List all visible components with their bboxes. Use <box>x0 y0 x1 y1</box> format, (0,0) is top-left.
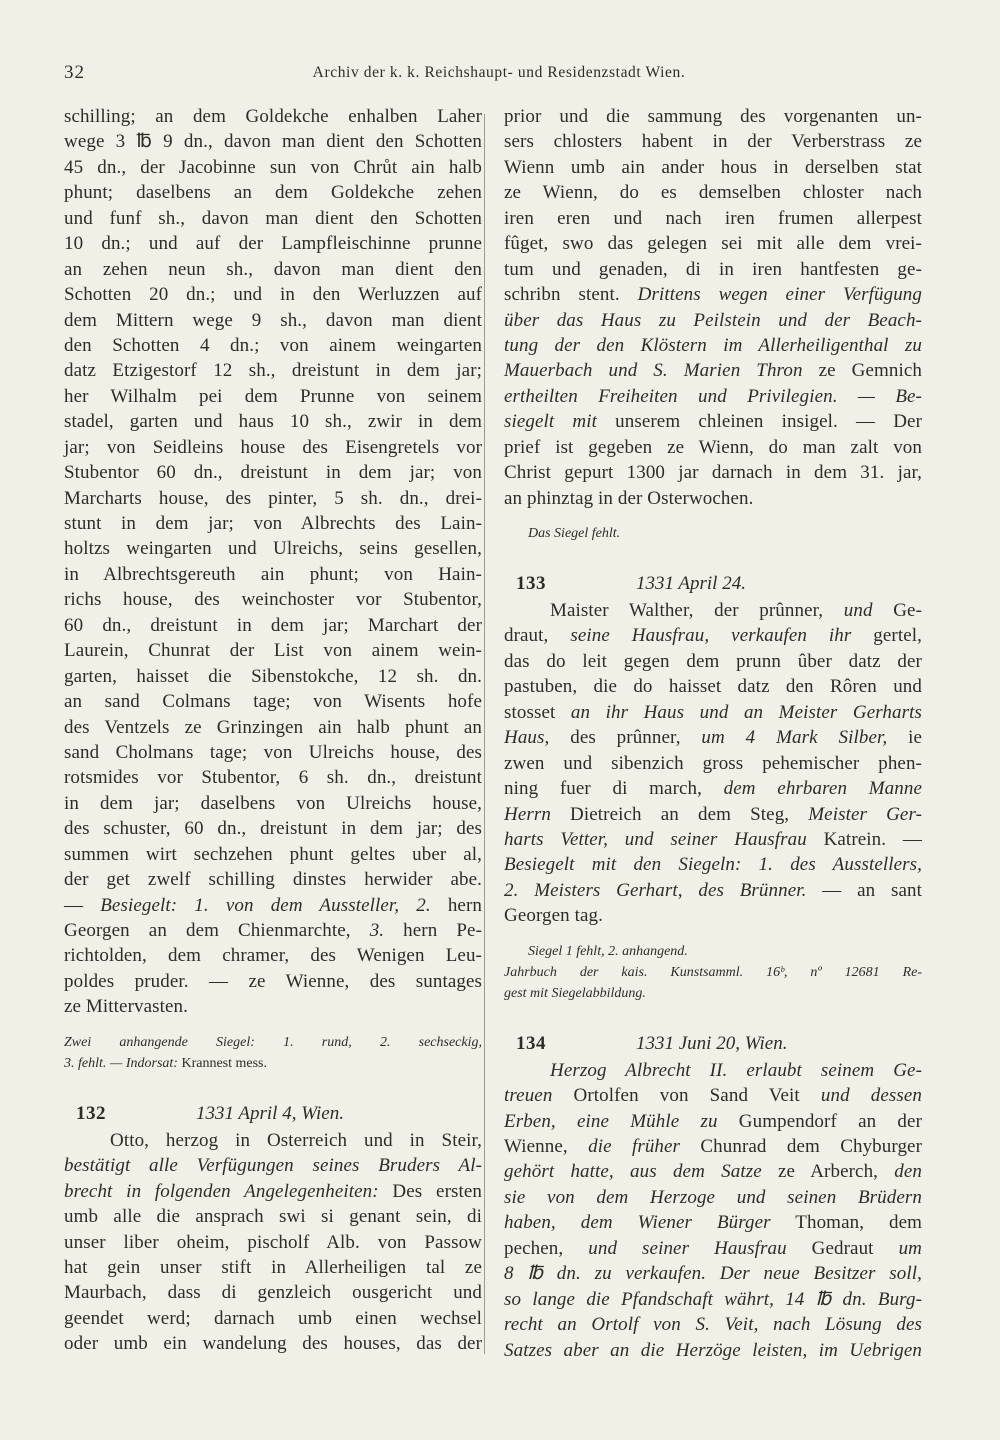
text-line <box>64 715 482 740</box>
text-line <box>504 751 922 776</box>
text-run: 60 dn., dreistunt in dem jar; Marchart der <box>64 614 482 636</box>
text-run: des prûnner, <box>549 727 702 749</box>
text-line <box>504 1134 922 1159</box>
text-line <box>504 903 922 928</box>
text-run: an phinztag in der Osterwochen. <box>504 487 754 509</box>
text-run: ze Gemnich <box>802 360 922 382</box>
text-run: 45 dn., der Jacobinne sun von Chrůt ain halb <box>64 156 482 178</box>
text-line <box>504 776 922 801</box>
text-run: Gedraut <box>786 1237 899 1259</box>
entry-text-132 <box>64 1128 482 1357</box>
seal-note: Das Siegel fehlt. <box>528 526 621 541</box>
text-run: Siegel 1 fehlt, 2. anhangend. <box>528 943 688 959</box>
text-run: jar; von Seidleins house des Eisengretels vor <box>64 436 482 458</box>
text-run: gehört hatte, aus dem Satze <box>504 1161 762 1183</box>
text-line <box>504 1287 922 1312</box>
text-run: 3. <box>369 920 385 941</box>
text-line <box>64 333 482 358</box>
text-run: des schuster, 60 dn., dreistunt in dem jar; des <box>64 818 482 840</box>
text-run: Georgen an dem Chienmarchte, <box>64 920 370 941</box>
text-run: Erben, eine Mühle zu <box>504 1110 718 1132</box>
text-run: holtzs weingarten und Ulreichs, seins gesellen, <box>64 538 482 560</box>
text-run: Jahrbuch der kais. Kunstsamml. 16ᵇ, nº 12681 Re- <box>504 964 922 980</box>
text-line <box>504 1312 922 1337</box>
text-line <box>504 802 922 827</box>
text-line <box>64 206 482 231</box>
text-line <box>504 1236 922 1261</box>
text-run: Wienn umb ain ander hous in derselben stat <box>504 156 922 178</box>
text-run: 10 dn.; und auf der Lampfleischinne prunne <box>64 233 482 255</box>
entry-heading-133 <box>504 570 922 598</box>
text-run: recht an Ortolf von S. Veit, nach Lösung des <box>504 1314 922 1336</box>
entry-date: 1331 April 24. <box>636 573 746 594</box>
text-run: Chunrad dem Chyburger <box>680 1136 923 1157</box>
text-line <box>64 1053 482 1074</box>
text-line <box>64 867 482 892</box>
text-run: geendet werd; darnach umb einen wechsel <box>64 1307 482 1329</box>
text-line <box>64 1032 482 1053</box>
text-run: unser liber oheim, pischolf Alb. von Passow <box>64 1231 482 1253</box>
text-line <box>64 435 482 460</box>
column-divider <box>484 114 485 1354</box>
text-line <box>504 308 922 333</box>
text-line <box>64 969 482 994</box>
text-run: sand Cholmans tage; von Ulreichs house, des <box>64 741 482 763</box>
text-line <box>64 765 482 790</box>
text-run: ertheilten Freiheiten und Privilegien. — Be- <box>504 385 922 407</box>
text-run: draut, <box>504 625 571 647</box>
text-line <box>504 941 922 962</box>
text-run: Herrn <box>504 803 551 825</box>
text-run: iren eren und nach iren frumen allerpest <box>504 207 922 229</box>
text-run: schribn stent. <box>504 284 638 306</box>
text-line <box>64 638 482 663</box>
seal-note <box>64 1032 482 1074</box>
text-line <box>64 587 482 612</box>
text-run: der get zwelf schilling dinstes herwider abe. <box>64 869 482 891</box>
text-line <box>504 1058 922 1083</box>
text-run: prief ist gegeben ze Wienn, do man zalt von <box>504 436 922 458</box>
text-line <box>64 536 482 561</box>
text-run: ze Wienn, do es demselben chloster nach <box>504 182 922 204</box>
text-run: Stubentor 60 dn., dreistunt in dem jar; von <box>64 462 482 484</box>
text-line <box>504 257 922 282</box>
text-line <box>64 943 482 968</box>
text-run: her Wilhalm pei dem Prunne von seinem <box>64 385 482 407</box>
text-run: die früher <box>588 1136 681 1157</box>
text-line <box>64 384 482 409</box>
text-line <box>64 1204 482 1229</box>
text-line <box>64 1179 482 1204</box>
text-line <box>64 308 482 333</box>
text-line <box>64 562 482 587</box>
text-run: stosset <box>504 701 571 723</box>
text-line <box>504 1083 922 1108</box>
text-run: Thoman, dem <box>770 1212 922 1234</box>
text-line <box>504 231 922 256</box>
text-run: rotsmides vor Stubentor, 6 sh. dn., dreistunt <box>64 767 482 789</box>
text-run: phunt; daselbens an dem Goldekche zehen <box>64 182 482 204</box>
entry-date: 1331 April 4, Wien. <box>196 1102 344 1124</box>
text-line <box>64 689 482 714</box>
text-line <box>64 104 482 129</box>
text-line <box>504 282 922 307</box>
text-run: unserem chleinen insigel. — Der <box>597 411 922 433</box>
text-run: hern <box>430 894 482 916</box>
text-run: den Schotten 4 dn.; von ainem weingarten <box>64 334 482 356</box>
text-run: wege 3 ℔ 9 dn., davon man dient den Schotten <box>64 131 482 153</box>
text-line <box>64 129 482 154</box>
text-run: sie von dem Herzoge und seinen Brüdern <box>504 1186 922 1208</box>
text-run: Krannest mess. <box>181 1055 267 1071</box>
entry-number: 132 <box>76 1102 106 1124</box>
text-line <box>504 1159 922 1184</box>
text-run: in dem jar; daselbens von Ulreichs house, <box>64 792 482 814</box>
text-line <box>504 1261 922 1286</box>
text-run: und funf sh., davon man dient den Schotten <box>64 207 482 229</box>
text-run: an zehen neun sh., davon man dient den <box>64 258 482 280</box>
text-run: stunt in dem jar; von Albrechts des Lain- <box>64 513 482 534</box>
text-line <box>504 1185 922 1210</box>
text-run: — an sant <box>806 879 922 901</box>
text-run: oder umb ein wandelung des houses, das der <box>64 1333 482 1355</box>
text-run: tung der den Klöstern im Allerheiligenthal zu <box>504 334 922 356</box>
text-line <box>504 435 922 460</box>
text-run: Katrein. — <box>806 828 922 850</box>
text-line <box>504 649 922 674</box>
text-run: siegelt mit <box>504 411 598 433</box>
text-run: so lange die Pfandschaft währt, 14 ℔ dn. Burg- <box>504 1288 922 1310</box>
text-line <box>64 1331 482 1356</box>
entry-number: 134 <box>516 1032 546 1054</box>
text-line <box>64 1153 482 1178</box>
text-run: ze Mittervasten. <box>64 996 188 1018</box>
text-run: brecht in folgenden Angelegenheiten: <box>64 1180 379 1202</box>
text-run: Des ersten <box>378 1180 483 1202</box>
text-run: treuen <box>504 1085 553 1107</box>
text-run: an sand Colmans tage; von Wisents hofe <box>64 691 482 713</box>
text-run: dem ehrbaren Manne <box>723 778 922 800</box>
text-line <box>64 918 482 943</box>
text-run: sers chlosters habent in der Verberstrass ze <box>504 131 922 153</box>
text-line <box>64 409 482 434</box>
text-run: seine Hausfrau, verkaufen ihr <box>570 625 852 647</box>
continued-charter-text <box>64 104 482 1020</box>
left-column <box>64 104 482 1357</box>
text-run: ie <box>887 727 922 749</box>
text-run: ning fuer di march, <box>504 778 724 800</box>
entry-number: 133 <box>516 573 546 594</box>
text-line <box>504 623 922 648</box>
text-line <box>64 1306 482 1331</box>
text-line <box>504 333 922 358</box>
text-run: Zwei anhangende Siegel: 1. rund, 2. sechseckig, <box>64 1034 482 1050</box>
text-line <box>64 816 482 841</box>
text-line <box>64 791 482 816</box>
text-line <box>504 206 922 231</box>
text-line <box>504 384 922 409</box>
text-run: dem Mittern wege 9 sh., davon man dient <box>64 309 482 331</box>
text-run: Gumpendorf an der <box>717 1110 922 1132</box>
entry-heading-132 <box>64 1100 482 1128</box>
text-line <box>504 725 922 750</box>
text-run: Marcharts house, des pinter, 5 sh. dn., drei- <box>64 487 482 509</box>
text-run: Wienne, <box>504 1136 589 1157</box>
text-run: in Albrechtsgereuth ain phunt; von Hain- <box>64 563 482 585</box>
text-run: über das Haus zu Peilstein und der Beach- <box>504 309 922 331</box>
text-run: poldes pruder. — ze Wienne, des suntages <box>64 970 482 992</box>
text-run: und dessen <box>820 1085 923 1107</box>
text-run: richs house, des weinchoster vor Stubentor, <box>64 589 482 611</box>
text-line <box>64 511 482 536</box>
text-run: um 4 Mark Silber, <box>701 727 888 749</box>
running-title: Archiv der k. k. Reichshaupt- und Residenzstadt Wien. <box>312 64 686 81</box>
text-run: 3. fehlt. — Indorsat: <box>64 1055 182 1071</box>
text-run: gertel, <box>851 625 922 647</box>
text-line <box>64 155 482 180</box>
text-line <box>64 460 482 485</box>
text-run: und <box>843 600 873 621</box>
text-line <box>504 878 922 903</box>
text-run: gest mit Siegelabbildung. <box>504 985 646 1001</box>
text-line <box>64 1255 482 1280</box>
text-run: zwen und sibenzich gross pehemischer phen- <box>504 752 922 774</box>
text-line <box>504 1210 922 1235</box>
text-line <box>504 104 922 129</box>
text-line <box>64 1280 482 1305</box>
text-run: hern Pe- <box>384 920 482 941</box>
entry-heading-134 <box>504 1030 922 1058</box>
text-line <box>64 358 482 383</box>
text-run: prior und die sammung des vorgenanten un- <box>504 106 922 127</box>
text-run: bestätigt alle Verfügungen seines Bruders Al- <box>64 1155 482 1177</box>
text-line <box>64 1128 482 1153</box>
text-line <box>504 700 922 725</box>
text-line <box>504 827 922 852</box>
text-run: den <box>894 1161 922 1183</box>
text-run: Otto, herzog in Osterreich und in Steir, <box>110 1129 482 1151</box>
text-line <box>64 664 482 689</box>
text-run: Besiegelt mit den Siegeln: 1. des Ausstellers, <box>504 854 922 876</box>
text-line <box>64 486 482 511</box>
text-run: des Ventzels ze Grinzingen ain halb phunt an <box>64 716 482 738</box>
text-run: pastuben, die do haisset datz den Rôren und <box>504 676 922 698</box>
text-run: und seiner Hausfrau <box>588 1237 787 1259</box>
text-run: umb alle die ansprach swi si genant sein, di <box>64 1206 482 1228</box>
text-run: richtolden, dem chramer, des Wenigen Leu- <box>64 945 482 967</box>
text-line <box>504 1338 922 1363</box>
text-run: Satzes aber an die Herzöge leisten, im Uebrigen <box>504 1339 922 1361</box>
page-header <box>64 62 934 92</box>
text-run: Ge- <box>872 600 922 621</box>
text-line <box>504 598 922 623</box>
entry-date: 1331 Juni 20, Wien. <box>636 1032 788 1054</box>
text-run: — <box>64 894 101 916</box>
text-run: Haus, <box>504 727 550 749</box>
text-line <box>504 486 922 511</box>
text-run: stadel, garten und haus 10 sh., zwir in dem <box>64 411 482 433</box>
text-run: Dietreich an dem Steg, <box>550 803 809 825</box>
text-line <box>504 180 922 205</box>
text-run: Drittens wegen einer Verfügung <box>637 284 922 306</box>
text-run: 8 ℔ dn. zu verkaufen. Der neue Besitzer soll, <box>504 1263 922 1285</box>
text-line <box>64 257 482 282</box>
text-run: summen wirt sechzehen phunt geltes uber al, <box>64 843 482 865</box>
text-run: haben, dem Wiener Bürger <box>504 1212 771 1234</box>
text-line <box>504 983 922 1004</box>
text-line <box>64 613 482 638</box>
text-line <box>504 852 922 877</box>
entry-text-134 <box>504 1058 922 1363</box>
text-line <box>64 231 482 256</box>
text-line <box>64 1230 482 1255</box>
entry-text-133 <box>504 598 922 929</box>
text-run: Meister Ger- <box>808 803 922 825</box>
text-run: um <box>898 1237 922 1259</box>
right-column <box>504 104 922 1363</box>
text-line <box>504 129 922 154</box>
text-run: garten, haisset die Sibenstokche, 12 sh. dn. <box>64 665 482 687</box>
text-run: Herzog Albrecht II. erlaubt seinem Ge- <box>550 1059 922 1081</box>
text-line <box>64 994 482 1019</box>
entry-notes-133 <box>504 941 922 1004</box>
text-line <box>504 460 922 485</box>
text-run: Maurbach, dass di genzleich ousgericht und <box>64 1282 482 1304</box>
text-run: Laurein, Chunrat der List von ainem wein- <box>64 640 482 662</box>
text-run: tum und genaden, di in iren hantfesten ge- <box>504 258 922 280</box>
continued-entry-text <box>504 104 922 511</box>
text-line <box>504 155 922 180</box>
text-run: Maister Walther, der prûnner, <box>550 600 844 621</box>
text-run: Besiegelt: 1. von dem Aussteller, 2. <box>100 894 431 916</box>
text-run: Schotten 20 dn.; und in den Werluzzen auf <box>64 284 482 306</box>
text-line <box>504 1109 922 1134</box>
text-run: ze Arberch, <box>761 1161 895 1183</box>
text-line <box>504 674 922 699</box>
text-run: datz Etzigestorf 12 sh., dreistunt in dem jar; <box>64 360 482 382</box>
text-run: 2. Meisters Gerhart, des Brünner. <box>504 879 807 901</box>
text-run: fûget, swo das gelegen sei mit alle dem vrei- <box>504 233 922 255</box>
text-line <box>64 740 482 765</box>
text-run: harts Vetter, und seiner Hausfrau <box>504 828 807 850</box>
text-line <box>504 962 922 983</box>
text-run: schilling; an dem Goldekche enhalben Laher <box>64 106 482 127</box>
text-run: Christ gepurt 1300 jar darnach in dem 31. jar, <box>504 462 922 484</box>
text-line <box>64 180 482 205</box>
text-line <box>64 842 482 867</box>
text-run: Georgen tag. <box>504 905 603 927</box>
text-run: Mauerbach und S. Marien Thron <box>504 360 803 382</box>
text-line <box>64 893 482 918</box>
text-line <box>504 358 922 383</box>
text-run: pechen, <box>504 1237 589 1259</box>
text-line <box>64 282 482 307</box>
text-run: an ihr Haus und an Meister Gerharts <box>570 701 922 723</box>
text-line <box>504 409 922 434</box>
text-run: das do leit gegen dem prunn ûber datz der <box>504 650 922 672</box>
text-run: Ortolfen von Sand Veit <box>552 1085 821 1107</box>
page-number: 32 <box>64 62 85 83</box>
text-run: hat gein unser stift in Allerheiligen tal ze <box>64 1256 482 1278</box>
